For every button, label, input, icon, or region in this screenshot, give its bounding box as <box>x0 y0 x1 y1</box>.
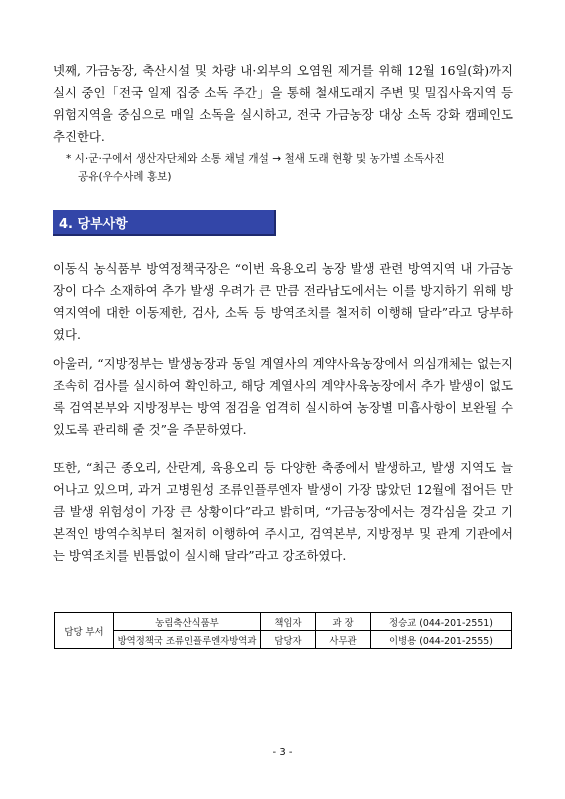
contact-row <box>55 613 512 631</box>
section-title: 4. 당부사항 <box>59 217 128 232</box>
paragraph-disinfection: 넷째, 가금농장, 축산시설 및 차량 내·외부의 오염원 제거를 위해 12월 16일(화)까지 실시 중인「전국 일제 집중 소독 주간」을 통해 철새도래지 주변 및 밀집사육지역 등 위험지역을 중심으로 매일 소독을 실시하고, 전국 가금농장 대상 소독 강화 캠페인도 추진한다. <box>53 63 513 144</box>
footnote-line1: * 시·군·구에서 생산자단체와 소통 채널 개설 → 철새 도래 현황 및 농가별 소독사진 <box>66 153 445 165</box>
footnote <box>66 150 516 186</box>
dept-division: 방역정책국 조류인플루엔자방역과 <box>114 631 261 649</box>
paragraph-emphasis: 또한, “최근 종오리, 산란계, 육용오리 등 다양한 축종에서 발생하고, 발생 지역도 늘어나고 있으며, 과거 고병원성 조류인플루엔자 발생이 가장 많았던 12월에 접어든 만큼 발생 위험성이 가장 큰 상황이다”라고 밝히며, “가금농장에서는 경각심을 갖고 기본적인 방역수칙부터 철저히 이행하여 주시고, 검역본부, 지방정부 및 관계 기관에서는 방역조치를 빈틈없이 실시해 달라”라고 강조하였다. <box>53 460 513 563</box>
contact-table <box>54 612 512 649</box>
dept-label: 담당 부서 <box>55 613 114 649</box>
page-number: - 3 - <box>272 747 293 758</box>
paragraph-additional: 아울러, “지방정부는 발생농장과 동일 계열사의 계약사육농장에서 의심개체는 없는지 조속히 검사를 실시하여 확인하고, 해당 계열사의 계약사육농장에서 추가 발생이 없도록 검역본부와 지방정부는 방역 점검을 엄격히 실시하여 농장별 미흡사항이 보완될 수 있도록 관리해 줄 것”을 주문하였다. <box>53 356 513 437</box>
paragraph-request: 이동식 농식품부 방역정책국장은 “이번 육용오리 농장 발생 관련 방역지역 내 가금농장이 다수 소재하여 추가 발생 우려가 큰 만큼 전라남도에서는 이를 방지하기 위해 방역지역에 대한 이동제한, 검사, 소독 등 방역조치를 철저히 이행해 달라”라고 당부하였다. <box>53 261 513 342</box>
footnote-line2: 공유(우수사례 홍보) <box>78 171 172 183</box>
role-lead: 책임자 <box>261 613 316 631</box>
dept-ministry: 농림축산식품부 <box>114 613 261 631</box>
role-staff: 담당자 <box>261 631 316 649</box>
title-lead: 과 장 <box>316 613 371 631</box>
title-staff: 사무관 <box>316 631 371 649</box>
person-lead: 정승교 (044-201-2551) <box>371 613 512 631</box>
person-staff: 이병용 (044-201-2555) <box>371 631 512 649</box>
contact-row <box>55 631 512 649</box>
section-header <box>53 210 276 236</box>
